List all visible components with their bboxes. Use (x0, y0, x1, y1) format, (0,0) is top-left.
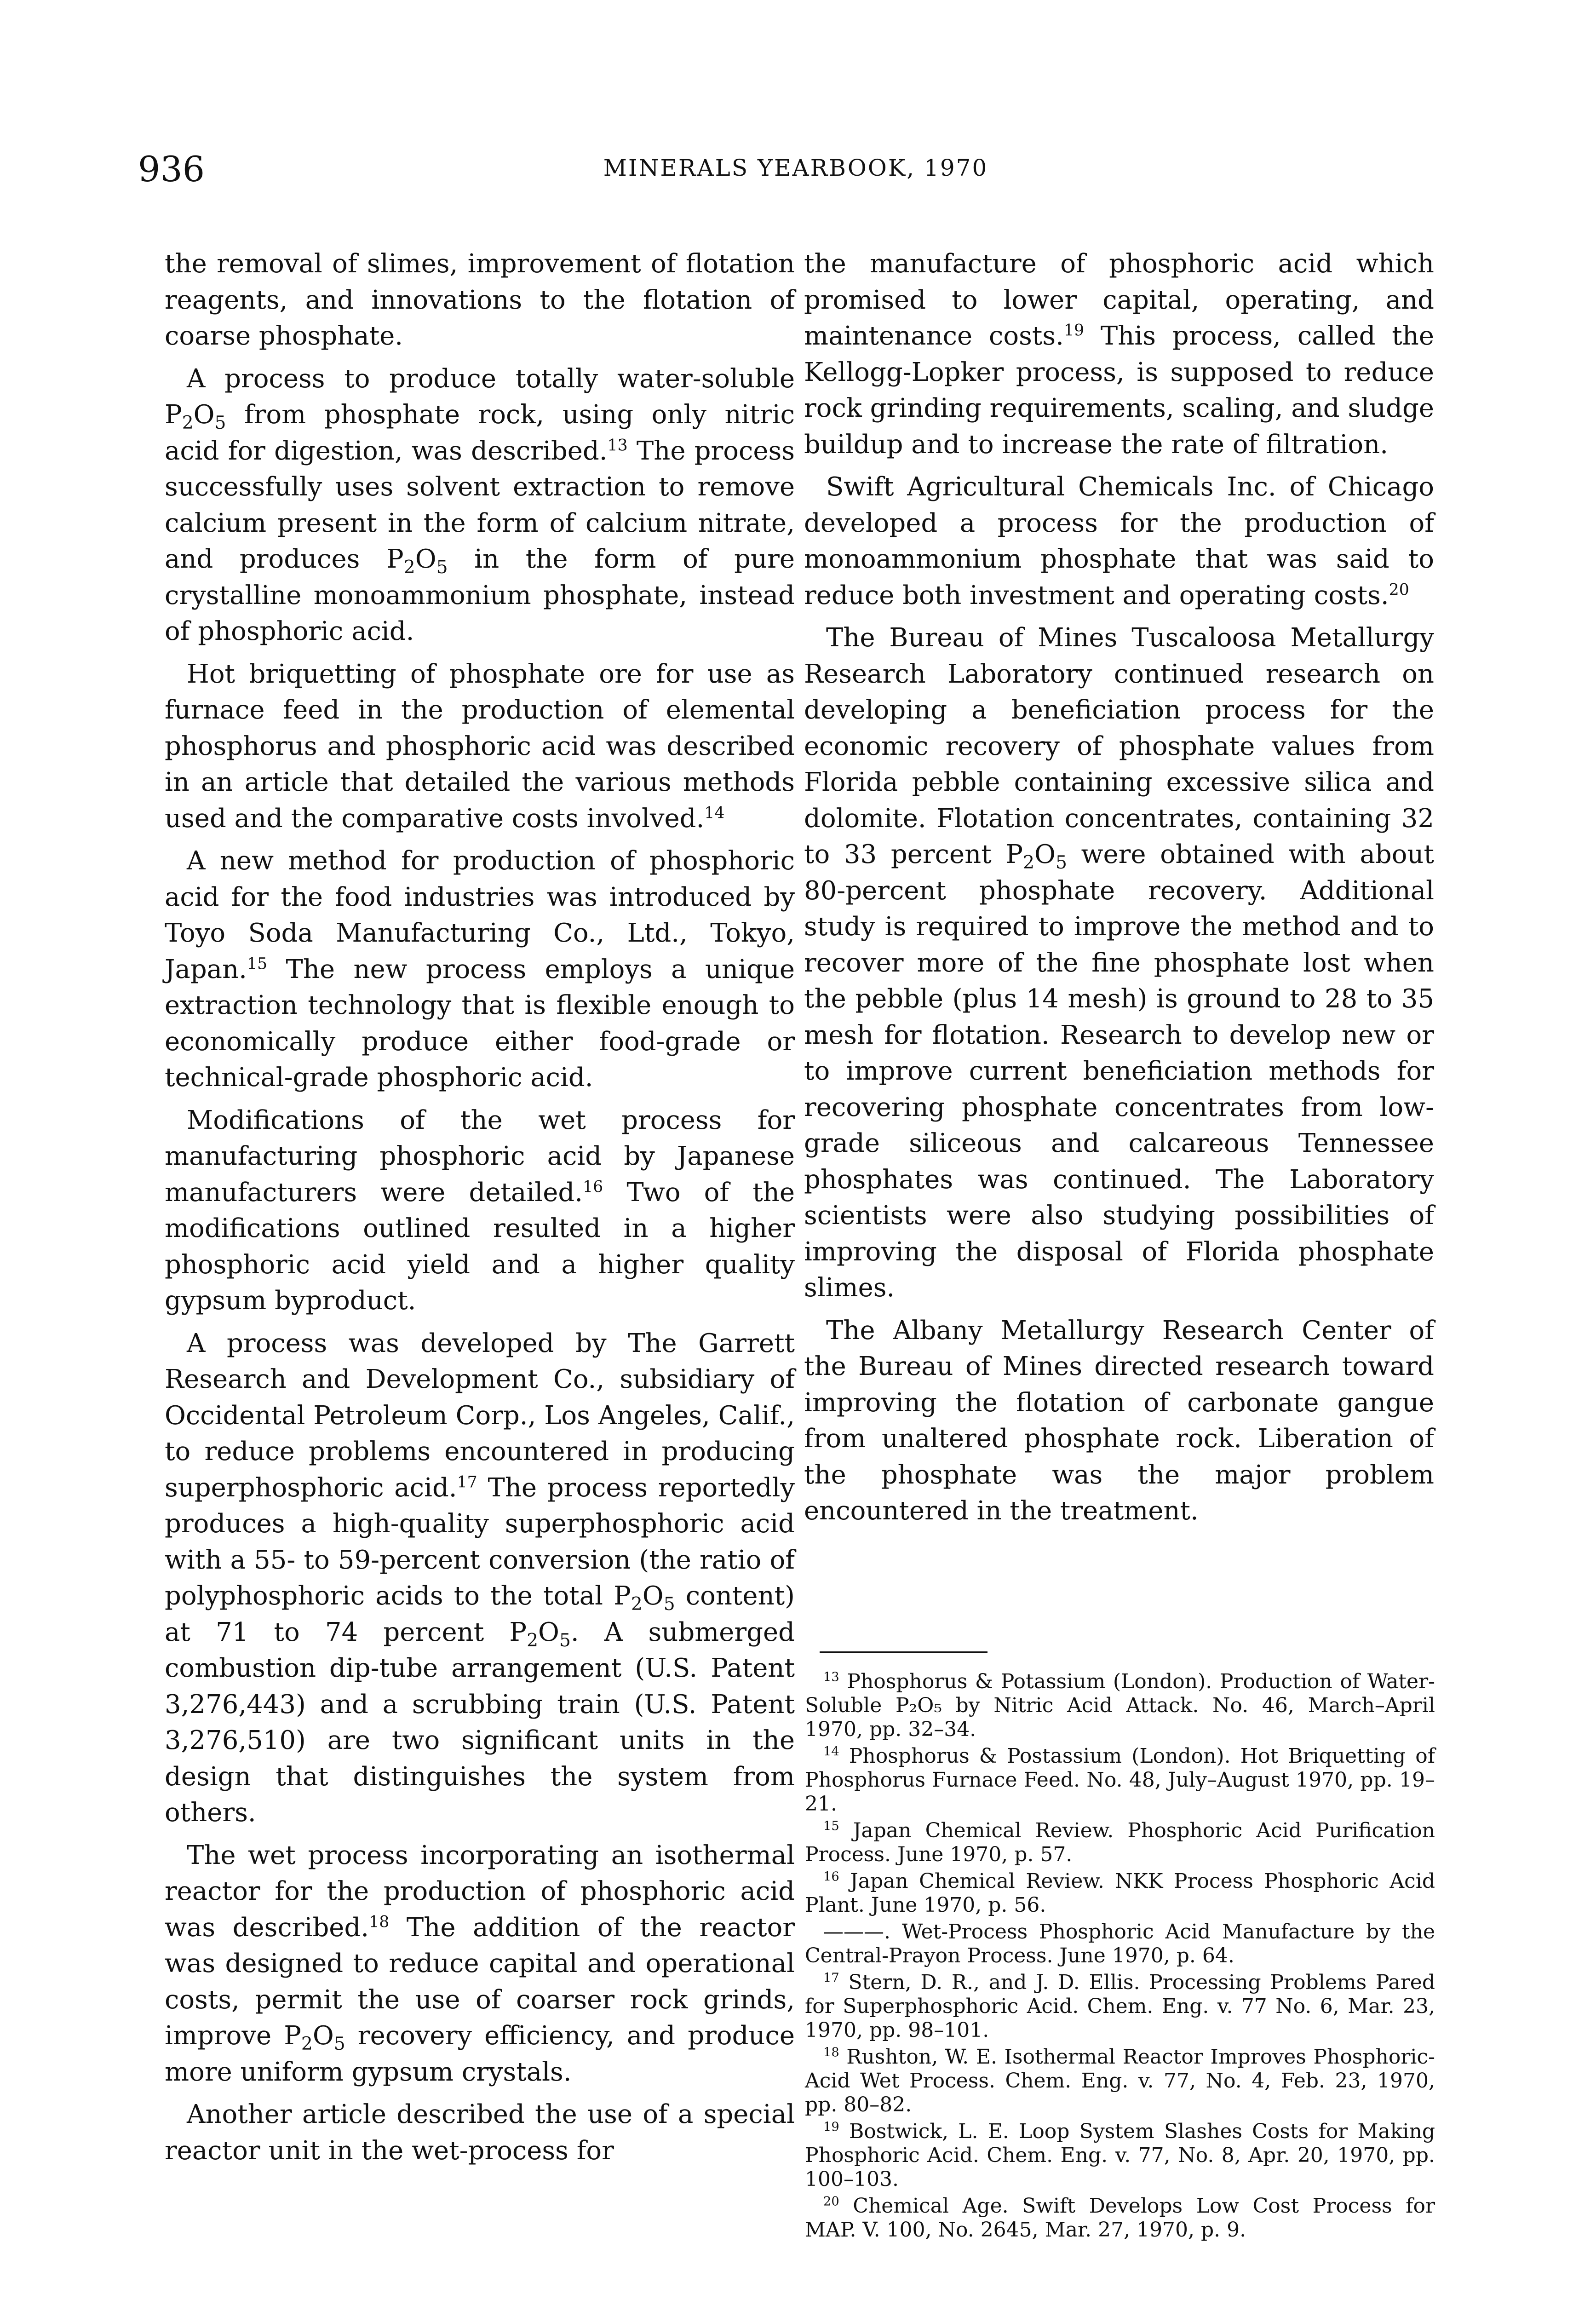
footnote: $^{14}$ Phosphorus & Postassium (London). Hot Briquetting of Phosphorus Furnace Feed. No. 48, July–August 1970, pp. 19–21. (805, 1744, 1435, 1816)
footnote-divider (820, 1651, 987, 1653)
footnote-ref: 13 (607, 436, 628, 454)
paragraph: Swift Agricultural Chemicals Inc. of Chicago developed a process for the production of monoammonium phosphate that was said to reduce both investment and operating costs.$^{20}$ (804, 472, 1434, 610)
footnote: $^{15}$ Japan Chemical Review. Phosphoric Acid Purification Process. June 1970, p. 57. (805, 1819, 1435, 1866)
page-number: 936 (138, 149, 205, 190)
paragraph: The Bureau of Mines Tuscaloosa Metallurgy Research Laboratory continued research on developing a beneficiation process for the economic recovery of phosphate values from Florida pebble containing excessive silica and dolomite. Flotation concentrates, containing 32 to 33 percent $P_2O_5$ were obtained with about 80-percent phosphate recovery. Additional study is required to improve the method and to recover more of the fine phosphate lost when the pebble (plus 14 mesh) is ground to 28 to 35 mesh for flotation. Research to develop new or to improve current beneficiation methods for recovering phosphate concentrates from low-grade siliceous and calcareous Tennessee phosphates was continued. The Laboratory scientists were also studying possibilities of improving the disposal of Florida phosphate slimes. (804, 623, 1434, 1303)
paragraph: A new method for production of phosphoric acid for the food industries was introduced by Toyo Soda Manufacturing Co., Ltd., Tokyo, Japan.$^{15}$ The new process employs a unique extraction technology that is flexible enough to economically produce either food-grade or technical-grade phosphoric acid. (165, 846, 795, 1092)
footnote: $^{19}$ Bostwick, L. E. Loop System Slashes Costs for Making Phosphoric Acid. Chem. Eng. v. 77, No. 8, Apr. 20, 1970, pp. 100–103. (805, 2120, 1435, 2191)
paragraph: the manufacture of phosphoric acid which promised to lower capital, operating, and maintenance costs.$^{19}$ This process, called the Kellogg-Lopker process, is supposed to reduce rock grinding requirements, scaling, and sludge buildup and to increase the rate of filtration. (804, 249, 1435, 460)
footnote: $^{18}$ Rushton, W. E. Isothermal Reactor Improves Phosphoric-Acid Wet Process. Chem. Eng. v. 77, No. 4, Feb. 23, 1970, pp. 80–82. (805, 2045, 1435, 2116)
paragraph: A process was developed by The Garrett Research and Development Co., subsidiary of Occidental Petroleum Corp., Los Angeles, Calif., to reduce problems encountered in producing superphosphoric acid.$^{17}$ The process reportedly produces a high-quality superphosphoric acid with a 55- to 59-percent conversion (the ratio of polyphosphoric acids to the total $P_2O_5$ content) at 71 to 74 percent $P_2O_5$. A submerged combustion dip-tube arrangement (U.S. Patent 3,276,443) and a scrubbing train (U.S. Patent 3,276,510) are two significant units in the design that distinguishes the system from others. (165, 1328, 795, 1828)
footnote-ref: 17 (457, 1472, 477, 1491)
left-column (165, 246, 795, 2175)
footnote: $^{13}$ Phosphorus & Potassium (London). Production of Water-Soluble P₂O₅ by Nitric Acid Attack. No. 46, March–April 1970, pp. 32–34. (805, 1670, 1435, 1741)
paragraph: Modifications of the wet process for manufacturing phosphoric acid by Japanese manufacturers were detailed.$^{16}$ Two of the modifications outlined resulted in a higher phosphoric acid yield and a higher quality gypsum byproduct. (165, 1105, 795, 1316)
footnote: $^{17}$ Stern, D. R., and J. D. Ellis. Processing Problems Pared for Superphosphoric Acid. Chem. Eng. v. 77 No. 6, Mar. 23, 1970, pp. 98–101. (805, 1971, 1435, 2042)
footnote: $^{20}$ Chemical Age. Swift Develops Low Cost Process for MAP. V. 100, No. 2645, Mar. 27, 1970, p. 9. (805, 2194, 1435, 2242)
footnote: $^{16}$ Japan Chemical Review. NKK Process Phosphoric Acid Plant. June 1970, p. 56. (805, 1869, 1435, 1917)
footnote-ref: 15 (247, 954, 268, 973)
paragraph: the removal of slimes, improvement of flotation reagents, and innovations to the flotation of coarse phosphate. (165, 249, 795, 351)
footnote-ref: 20 (1389, 580, 1409, 599)
paragraph: The Albany Metallurgy Research Center of the Bureau of Mines directed research toward improving the flotation of carbonate gangue from unaltered phosphate rock. Liberation of the phosphate was the major problem encountered in the treatment. (804, 1315, 1434, 1526)
footnote: ———. Wet-Process Phosphoric Acid Manufacture by the Central-Prayon Process. June 1970, p. 64. (805, 1920, 1435, 1967)
footnotes (805, 1670, 1435, 2245)
footnote-ref: 19 (1063, 321, 1085, 340)
running-title: MINERALS YEARBOOK, 1970 (603, 155, 988, 181)
paragraph: The wet process incorporating an isothermal reactor for the production of phosphoric acid was described.$^{18}$ The addition of the reactor was designed to reduce capital and operational costs, permit the use of coarser rock grinds, improve $P_2O_5$ recovery efficiency, and produce more uniform gypsum crystals. (165, 1840, 795, 2087)
footnote-ref: 14 (704, 803, 725, 822)
footnote-ref: 16 (583, 1177, 603, 1196)
paragraph: Hot briquetting of phosphate ore for use as furnace feed in the production of elemental phosphorus and phosphoric acid was described in an article that detailed the various methods used and the comparative costs involved.$^{14}$ (165, 659, 795, 834)
paragraph: Another article described the use of a special reactor unit in the wet-process for (165, 2099, 795, 2166)
footnote-ref: 18 (369, 1912, 390, 1931)
paragraph: A process to produce totally water-soluble $P_2O_5$ from phosphate rock, using only nitric acid for digestion, was described.$^{13}$ The process successfully uses solvent extraction to remove calcium present in the form of calcium nitrate, and produces $P_2O_5$ in the form of pure crystalline monoammonium phosphate, instead of phosphoric acid. (165, 363, 795, 646)
right-column (804, 246, 1434, 1536)
